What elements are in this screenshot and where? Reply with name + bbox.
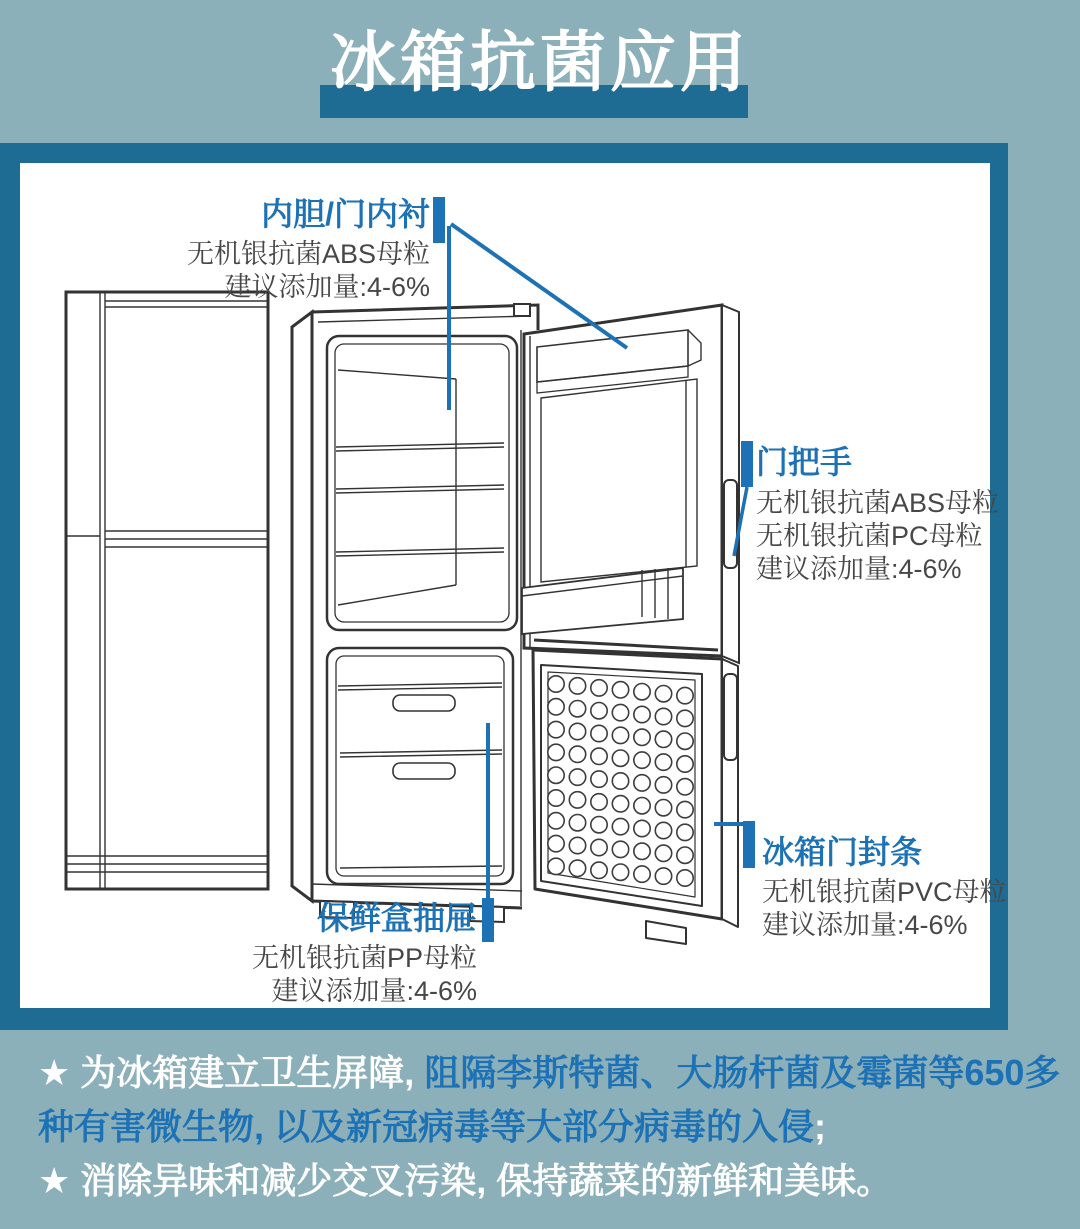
callout-liner — [187, 190, 430, 304]
callout-drawer-title: 保鲜盒抽屉 — [316, 900, 477, 936]
page-title: 冰箱抗菌应用 — [330, 25, 750, 99]
callout-handle-line: 无机银抗菌ABS母粒 — [756, 488, 1000, 518]
footer-line-1 — [38, 1046, 1061, 1100]
footer-line-3-white: 消除异味和减少交叉污染, 保持蔬菜的新鲜和美味。 — [80, 1160, 893, 1201]
callout-seal-line: 无机银抗菌PVC母粒 — [762, 877, 1007, 907]
callout-seal-line: 建议添加量:4-6% — [762, 910, 968, 940]
callout-handle-line: 建议添加量:4-6% — [756, 554, 962, 584]
callout-liner-line: 无机银抗菌ABS母粒 — [186, 239, 430, 269]
star-icon: ★ — [38, 1052, 71, 1093]
closed-fridge-drawing — [66, 292, 268, 889]
callout-seal-title: 冰箱门封条 — [762, 834, 923, 870]
footer-line-1-blue: 阻隔李斯特菌、大肠杆菌及霉菌等650多 — [424, 1052, 1061, 1093]
footer-line-3 — [38, 1154, 1058, 1208]
callout-drawer-line: 无机银抗菌PP母粒 — [251, 943, 477, 973]
callout-handle — [756, 437, 999, 586]
freezer-door-drawing — [533, 650, 738, 944]
fridge-door-drawing — [522, 305, 739, 663]
footer-line-2 — [38, 1100, 1058, 1154]
callout-liner-line: 建议添加量:4-6% — [224, 272, 430, 302]
footer-line-1-white: 为冰箱建立卫生屏障, — [80, 1052, 415, 1093]
callout-seal — [762, 828, 1007, 942]
callout-drawer-line: 建议添加量:4-6% — [271, 976, 477, 1006]
callout-handle-title: 门把手 — [756, 444, 853, 480]
star-icon: ★ — [38, 1160, 71, 1201]
footer-notes — [38, 1046, 1061, 1208]
callout-liner-title: 内胆/门内衬 — [261, 196, 430, 232]
footer-line-2-tail: ; — [814, 1106, 827, 1147]
callout-handle-line: 无机银抗菌PC母粒 — [756, 521, 983, 551]
fridge-cabinet-drawing — [292, 304, 538, 922]
freezer-handle-shape — [724, 674, 737, 760]
footer-line-2-blue: 种有害微生物, 以及新冠病毒等大部分病毒的入侵 — [38, 1106, 815, 1147]
callout-drawer — [252, 894, 477, 1008]
